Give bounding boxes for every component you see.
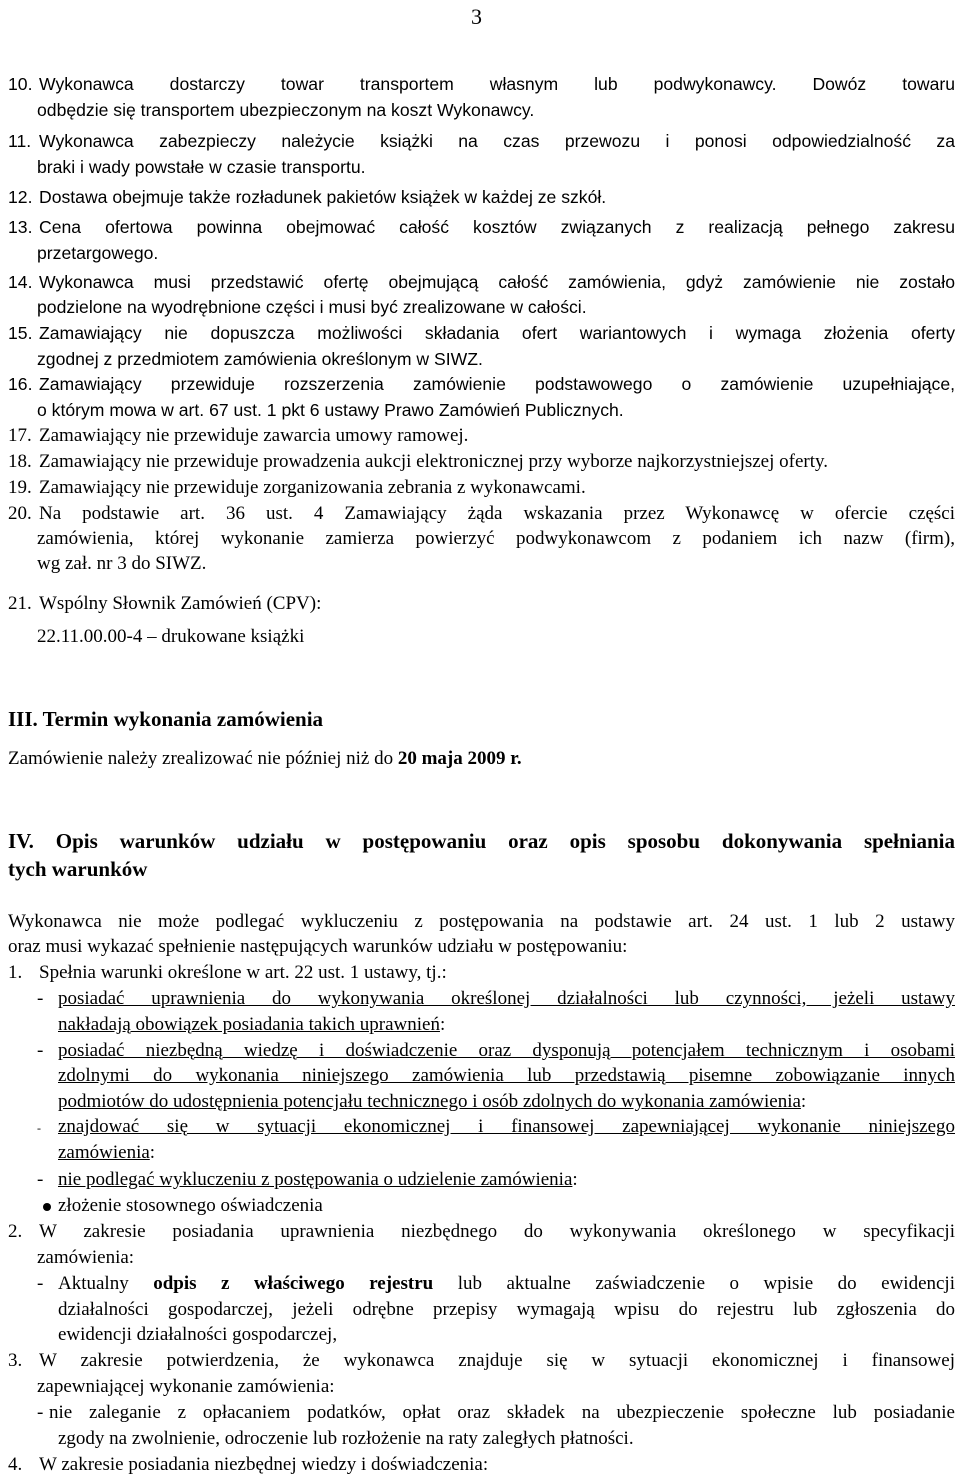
condition-3-line-1: 3. W zakresie potwierdzenia, że wykonawca znajduje się w sytuacji ekonomicznej i finansowej — [8, 1350, 955, 1371]
condition-3-dash-line-1: - nie zaleganie z opłacaniem podatków, opłat oraz składek na ubezpieczenie społeczne lub posiadanie — [37, 1402, 955, 1423]
item-10-line-1: 10. Wykonawca dostarczy towar transportem własnym lub podwykonawcy. Dowóz towaru — [8, 74, 955, 94]
section-4-intro-line-1: Wykonawca nie może podlegać wykluczeniu z postępowania na podstawie art. 24 ust. 1 lub 2 ustawy — [8, 911, 955, 932]
section-4-heading-line-2: tych warunków — [8, 857, 148, 881]
condition-2-dash-line-3: ewidencji działalności gospodarczej, — [58, 1324, 338, 1345]
condition-1-dash-1-line-1: - posiadać uprawnienia do wykonywania określonej działalności lub czynności, jeżeli ustawy — [37, 988, 955, 1009]
condition-1-dash-3-line-2: zamówienia: — [58, 1142, 156, 1163]
item-21: 21. Wspólny Słownik Zamówień (CPV): — [8, 593, 322, 614]
page-number: 3 — [471, 4, 482, 29]
condition-1-dash-2-line-1: - posiadać niezbędną wiedzę i doświadczenie oraz dysponują potencjałem technicznym i osobami — [37, 1040, 955, 1061]
item-20-line-2: zamówienia, której wykonanie zamierza powierzyć podwykonawcom z podaniem ich nazw (firm), — [37, 528, 955, 549]
condition-1-dash-4: - nie podlegać wykluczeniu z postępowania o udzielenie zamówienia: — [37, 1169, 578, 1190]
item-13-line-2: przetargowego. — [37, 243, 159, 263]
section-3-text: Zamówienie należy zrealizować nie później niż do 20 maja 2009 r. — [8, 748, 522, 769]
item-11-line-1: 11. Wykonawca zabezpieczy należycie książki na czas przewozu i ponosi odpowiedzialność za — [8, 131, 955, 151]
condition-3-dash-line-2: zgody na zwolnienie, odroczenie lub rozłożenie na raty zaległych płatności. — [58, 1428, 634, 1449]
item-18: 18. Zamawiający nie przewiduje prowadzenia aukcji elektronicznej przy wyborze najkorzystniejszej oferty. — [8, 451, 829, 472]
item-16-line-2: o którym mowa w art. 67 ust. 1 pkt 6 ustawy Prawo Zamówień Publicznych. — [37, 400, 624, 420]
condition-1: 1. Spełnia warunki określone w art. 22 ust. 1 ustawy, tj.: — [8, 962, 447, 983]
condition-2-line-2: zamówienia: — [37, 1247, 135, 1268]
section-4-intro-line-2: oraz musi wykazać spełnienie następujących warunków udziału w postępowaniu: — [8, 936, 628, 957]
condition-1-dash-2-line-2: zdolnymi do wykonania niniejszego zamówienia lub przedstawią pisemne zobowiązanie innych — [58, 1065, 955, 1086]
item-14-line-1: 14. Wykonawca musi przedstawić ofertę obejmującą całość zamówienia, gdyż zamówienie nie zostało — [8, 272, 955, 292]
section-4-heading-line-1: IV. Opis warunków udziału w postępowaniu oraz opis sposobu dokonywania spełniania — [8, 829, 955, 853]
item-12: 12. Dostawa obejmuje także rozładunek pakietów książek w każdej ze szkół. — [8, 187, 607, 207]
item-15-line-1: 15. Zamawiający nie dopuszcza możliwości składania ofert wariantowych i wymaga złożenia oferty — [8, 323, 955, 343]
bullet-icon — [43, 1203, 51, 1211]
item-20-line-3: wg zał. nr 3 do SIWZ. — [37, 553, 207, 574]
item-16-line-1: 16. Zamawiający przewiduje rozszerzenia zamówienie podstawowego o zamówienie uzupełniające, — [8, 374, 955, 394]
item-19: 19. Zamawiający nie przewiduje zorganizowania zebrania z wykonawcami. — [8, 477, 586, 498]
item-17: 17. Zamawiający nie przewiduje zawarcia umowy ramowej. — [8, 425, 469, 446]
condition-1-dash-2-line-3: podmiotów do udostępnienia potencjału technicznego i osób zdolnych do wykonania zamówienia: — [58, 1091, 807, 1112]
condition-1-dash-3-line-1: - znajdować się w sytuacji ekonomicznej i finansowej zapewniającej wykonanie niniejszego — [37, 1116, 955, 1137]
cpv-code: 22.11.00.00-4 – drukowane książki — [37, 626, 305, 647]
item-14-line-2: podzielone na wyodrębnione części i musi być zrealizowane w całości. — [37, 297, 587, 317]
item-20-line-1: 20. Na podstawie art. 36 ust. 4 Zamawiający żąda wskazania przez Wykonawcę w ofercie części — [8, 503, 955, 524]
condition-2-dash-line-2: działalności gospodarczej, jeżeli odrębne przepisy wymagają wpisu do rejestru lub zgłoszenia do — [58, 1299, 955, 1320]
item-10-line-2: odbędzie się transportem ubezpieczonym na koszt Wykonawcy. — [37, 100, 535, 120]
condition-1-dash-1-line-2: nakładają obowiązek posiadania takich uprawnień: — [58, 1014, 446, 1035]
item-11-line-2: braki i wady powstałe w czasie transportu. — [37, 157, 366, 177]
condition-4: 4. W zakresie posiadania niezbędnej wiedzy i doświadczenia: — [8, 1454, 489, 1475]
condition-2-dash-line-1: - Aktualny odpis z właściwego rejestru lub aktualne zaświadczenie o wpisie do ewidencji — [37, 1273, 955, 1294]
item-13-line-1: 13. Cena ofertowa powinna obejmować całość kosztów związanych z realizacją pełnego zakresu — [8, 217, 955, 237]
condition-2-line-1: 2. W zakresie posiadania uprawnienia niezbędnego do wykonywania określonego w specyfikacji — [8, 1221, 955, 1242]
section-3-heading: III. Termin wykonania zamówienia — [8, 707, 324, 731]
condition-3-line-2: zapewniającej wykonanie zamówienia: — [37, 1376, 335, 1397]
item-15-line-2: zgodnej z przedmiotem zamówienia określonym w SIWZ. — [37, 349, 483, 369]
condition-1-bullet: złożenie stosownego oświadczenia — [37, 1193, 955, 1219]
